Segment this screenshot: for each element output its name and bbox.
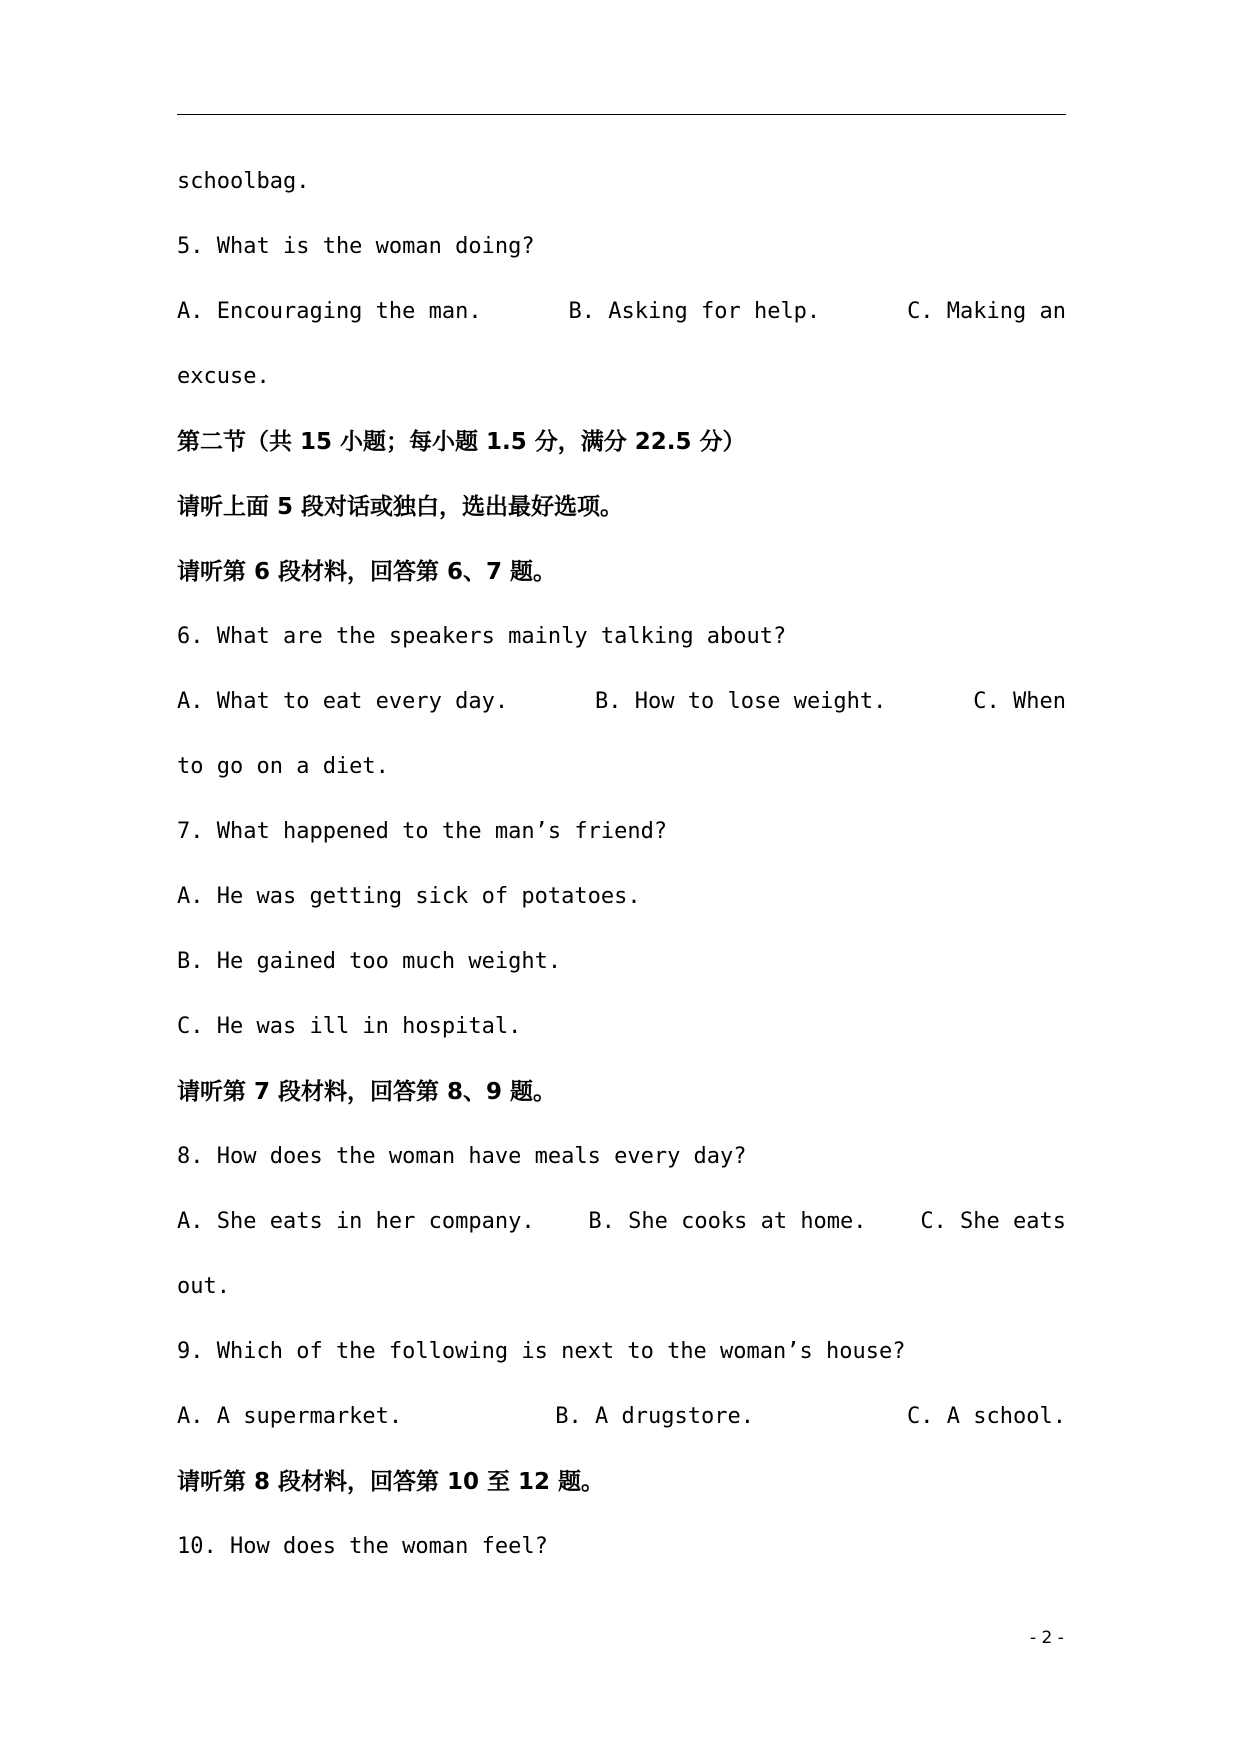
- text-line: A. He was getting sick of potatoes.: [177, 884, 641, 909]
- answer-option: B. A drugstore.: [555, 1404, 754, 1429]
- text-line: B. He gained too much weight.: [177, 949, 562, 974]
- option-spacer: [754, 1402, 907, 1432]
- page-number: - 2 -: [1030, 1628, 1064, 1648]
- text-line: C. He was ill in hospital.: [177, 1014, 522, 1039]
- answer-option: A. She eats in her company.: [177, 1209, 535, 1234]
- answer-option: C. She eats: [920, 1209, 1067, 1234]
- text-line: 6. What are the speakers mainly talking about?: [177, 624, 787, 649]
- text-line: 7. What happened to the man’s friend?: [177, 819, 668, 844]
- answer-option: B. She cooks at home.: [588, 1209, 867, 1234]
- answer-option: A. A supermarket.: [177, 1404, 403, 1429]
- option-spacer: [867, 1207, 921, 1237]
- answer-option: B. How to lose weight.: [595, 689, 887, 714]
- options-row: [177, 1207, 1066, 1237]
- text-line: excuse.: [177, 364, 270, 389]
- text-line: 10. How does the woman feel?: [177, 1534, 548, 1559]
- option-spacer: [820, 297, 907, 327]
- text-line: out.: [177, 1274, 230, 1299]
- section-heading: 请听上面 5 段对话或独白，选出最好选项。: [177, 494, 624, 520]
- option-spacer: [508, 687, 595, 717]
- answer-option: B. Asking for help.: [568, 299, 821, 324]
- text-line: 9. Which of the following is next to the woman’s house?: [177, 1339, 906, 1364]
- text-line: 5. What is the woman doing?: [177, 234, 535, 259]
- answer-option: C. Making an: [907, 299, 1067, 324]
- text-line: schoolbag.: [177, 169, 310, 194]
- header-rule: [177, 114, 1066, 115]
- section-heading: 请听第 6 段材料，回答第 6、7 题。: [177, 559, 557, 585]
- answer-option: C. A school.: [907, 1404, 1066, 1429]
- text-line: 8. How does the woman have meals every day?: [177, 1144, 747, 1169]
- section-heading: 请听第 8 段材料，回答第 10 至 12 题。: [177, 1469, 605, 1495]
- answer-option: C. When: [973, 689, 1067, 714]
- answer-option: A. Encouraging the man.: [177, 299, 482, 324]
- options-row: [177, 297, 1066, 327]
- text-line: to go on a diet.: [177, 754, 389, 779]
- options-row: [177, 1402, 1066, 1432]
- answer-option: A. What to eat every day.: [177, 689, 509, 714]
- option-spacer: [886, 687, 973, 717]
- option-spacer: [402, 1402, 555, 1432]
- options-row: [177, 687, 1066, 717]
- option-spacer: [535, 1207, 589, 1237]
- section-heading: 请听第 7 段材料，回答第 8、9 题。: [177, 1079, 557, 1105]
- section-heading: 第二节（共 15 小题；每小题 1.5 分，满分 22.5 分）: [177, 429, 746, 455]
- option-spacer: [482, 297, 569, 327]
